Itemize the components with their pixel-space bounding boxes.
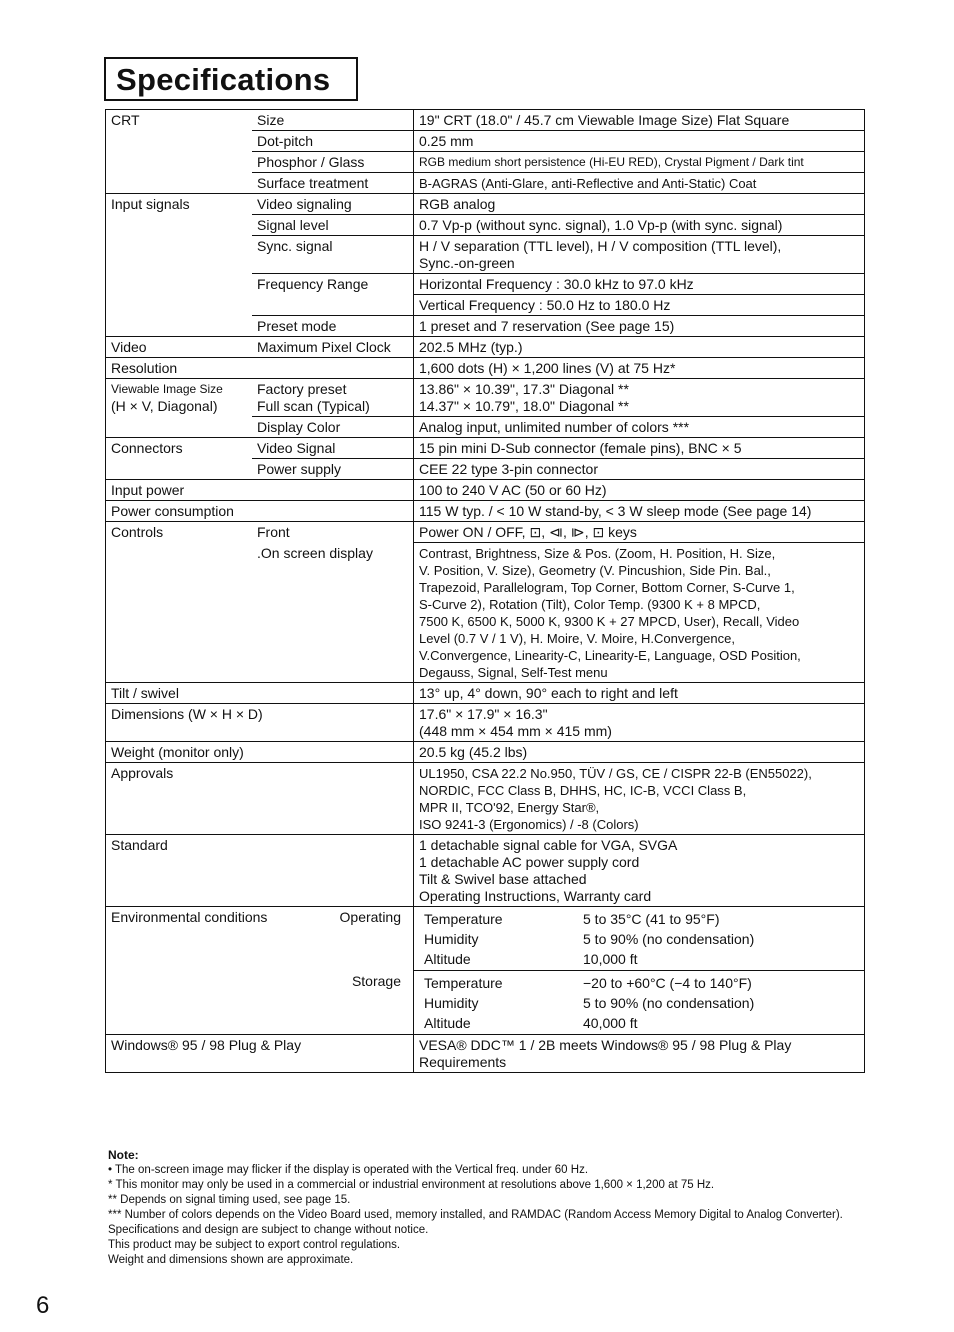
windows-line-1: VESA® DDC™ 1 / 2B meets Windows® 95 / 98 Plug & Play [419,1037,792,1053]
osd-line: 7500 K, 6500 K, 5000 K, 9300 K + 27 MPCD, User), Recall, Video [419,614,800,629]
value-cell: Horizontal Frequency : 30.0 kHz to 97.0 kHz [414,274,865,295]
category-cell: Weight (monitor only) [106,742,414,763]
table-row [106,704,865,742]
value-cell: 115 W typ. / < 10 W stand-by, < 3 W sleep mode (See page 14) [414,501,865,522]
table-row [106,971,865,1035]
note-item: Weight and dimensions shown are approximate. [108,1254,354,1266]
table-row [106,683,865,704]
table-row [106,316,865,337]
table-row [106,543,865,683]
table-row [106,379,865,417]
table-row [106,417,865,438]
approvals-line: MPR II, TCO'92, Energy Star®, [419,800,600,815]
note-item: *** Number of colors depends on the Video Board used, memory installed, and RAMDAC (Random Access Memory Digital to Analog Converter). [108,1209,843,1221]
table-row [106,501,865,522]
page-title: Specifications [116,62,331,97]
standard-line: 1 detachable signal cable for VGA, SVGA [419,837,678,853]
category-cell [106,379,253,417]
table-row [106,236,865,274]
category-line-1: Viewable Image Size [111,382,223,396]
value-cell [414,543,865,683]
item-cell: .On screen display [252,543,414,683]
osd-line: Contrast, Brightness, Size & Pos. (Zoom, H. Position, H. Size, [419,546,776,561]
dimensions-mm: (448 mm × 454 mm × 415 mm) [419,723,612,739]
factory-preset-label: Factory preset [257,381,347,397]
table-row [106,438,865,459]
table-row [106,295,865,316]
dimensions-inches: 17.6" × 17.9" × 16.3" [419,706,548,722]
storage-conditions: Temperature −20 to +60°C (−4 to 140°F) Humidity 5 to 90% (no condensation) Altitude 40,000 ft [424,975,755,1031]
item-cell: Front [257,524,290,540]
notes-section [108,1148,868,1268]
value-cell [414,379,865,417]
item-cell: Frequency Range [257,276,369,292]
table-row [106,337,865,358]
item-cell: Size [252,110,414,131]
environmental-label: Environmental conditions [111,909,268,925]
storage-label: Storage [351,972,401,989]
value-cell: B-AGRAS (Anti-Glare, anti-Reflective and Anti-Static) Coat [414,173,865,194]
approvals-line: NORDIC, FCC Class B, DHHS, HC, IC-B, VCCI Class B, [419,783,747,798]
item-cell: Phosphor / Glass [252,152,414,173]
note-item: This product may be subject to export control regulations. [108,1239,401,1251]
table-row [106,459,865,480]
category-cell: Approvals [106,763,414,835]
item-cell: Surface treatment [252,173,414,194]
category-cell: Connectors [106,438,253,459]
standard-line: Operating Instructions, Warranty card [419,888,652,904]
value-cell: 0.25 mm [414,131,865,152]
table-row [106,173,865,194]
windows-line-2: Requirements [419,1054,507,1070]
category-cell [106,971,414,1035]
value-cell: 19" CRT (18.0" / 45.7 cm Viewable Image Size) Flat Square [414,110,865,131]
value-cell: Vertical Frequency : 50.0 Hz to 180.0 Hz [414,295,865,316]
table-row [106,742,865,763]
approvals-line: ISO 9241-3 (Ergonomics) / -8 (Colors) [419,817,639,832]
operating-label: Operating [339,909,401,925]
table-row [106,480,865,501]
full-scan-value: 14.37" × 10.79", 18.0" Diagonal ** [419,398,629,414]
category-cell: Input power [106,480,253,501]
value-cell [414,971,865,1035]
table-row [106,194,865,215]
sync-line-2: Sync.-on-green [419,255,515,271]
value-cell: CEE 22 type 3-pin connector [414,459,865,480]
item-cell [252,379,414,417]
item-cell: Preset mode [252,316,414,337]
value-cell: Power ON / OFF, ⊡, ⧏, ⧐, ⊡ keys [414,522,865,543]
osd-line: Level (0.7 V / 1 V), H. Moire, V. Moire, H.Convergence, [419,631,735,646]
table-row [106,110,865,131]
category-cell: Standard [106,835,414,907]
standard-line: Tilt & Swivel base attached [419,871,587,887]
approvals-line: UL1950, CSA 22.2 No.950, TÜV / GS, CE / CISPR 22-B (EN55022), [419,766,812,781]
table-row [106,522,865,543]
item-cell: Sync. signal [252,236,414,274]
category-cell: Resolution [106,358,253,379]
category-cell [106,907,414,971]
value-cell: 100 to 240 V AC (50 or 60 Hz) [414,480,865,501]
note-item: ** Depends on signal timing used, see page 15. [108,1194,351,1206]
category-line-2: (H × V, Diagonal) [111,398,218,414]
osd-line: Trapezoid, Parallelogram, Top Corner, Bottom Corner, S-Curve 1, [419,580,795,595]
value-cell [414,704,865,742]
table-row [106,274,865,295]
value-cell [414,236,865,274]
category-cell: Input signals [106,194,253,215]
value-cell [414,1035,865,1073]
table-row [106,1035,865,1073]
category-cell: Tilt / swivel [106,683,414,704]
table-row [106,215,865,236]
page-number: 6 [36,1292,50,1319]
item-cell: Video Signal [252,438,414,459]
table-row [106,358,865,379]
item-cell: Power supply [252,459,414,480]
table-row [106,763,865,835]
osd-line: V. Position, V. Size), Geometry (V. Pincushion, Side Pin. Bal., [419,563,771,578]
item-cell: Signal level [252,215,414,236]
category-cell: CRT [106,110,253,131]
table-row [106,152,865,173]
item-cell: Dot-pitch [252,131,414,152]
item-cell: Video signaling [252,194,414,215]
standard-line: 1 detachable AC power supply cord [419,854,640,870]
table-row [106,835,865,907]
osd-line: S-Curve 2), Rotation (Tilt), Color Temp. (9300 K + 8 MPCD, [419,597,761,612]
note-item: • The on-screen image may flicker if the display is operated with the Vertical freq. under 60 Hz. [108,1164,589,1176]
value-cell: 20.5 kg (45.2 lbs) [414,742,865,763]
item-cell: Display Color [252,417,414,438]
value-cell: 1,600 dots (H) × 1,200 lines (V) at 75 Hz* [414,358,865,379]
title-box [104,57,358,101]
note-item: Specifications and design are subject to change without notice. [108,1224,429,1236]
value-cell: 13° up, 4° down, 90° each to right and left [414,683,865,704]
sync-line-1: H / V separation (TTL level), H / V composition (TTL level), [419,238,782,254]
value-cell: 202.5 MHz (typ.) [414,337,865,358]
value-cell: 0.7 Vp-p (without sync. signal), 1.0 Vp-p (with sync. signal) [414,215,865,236]
value-cell: RGB analog [414,194,865,215]
table-row [106,907,865,971]
full-scan-label: Full scan (Typical) [257,398,370,414]
category-cell: Controls [106,522,253,543]
value-cell [414,907,865,971]
category-cell: Dimensions (W × H × D) [106,704,414,742]
note-item: * This monitor may only be used in a commercial or industrial environment at resolutions above 1,600 × 1,200 at 75 Hz. [108,1179,715,1191]
category-cell: Power consumption [106,501,414,522]
category-cell: Windows® 95 / 98 Plug & Play [106,1035,414,1073]
value-cell [414,763,865,835]
value-cell: 15 pin mini D-Sub connector (female pins), BNC × 5 [414,438,865,459]
specifications-table [105,109,865,1073]
category-cell: Video [106,337,253,358]
item-cell: Maximum Pixel Clock [252,337,414,358]
value-cell [414,835,865,907]
value-cell: 1 preset and 7 reservation (See page 15) [414,316,865,337]
factory-preset-value: 13.86" × 10.39", 17.3" Diagonal ** [419,381,629,397]
osd-line: V.Convergence, Linearity-C, Linearity-E, Language, OSD Position, [419,648,801,663]
table-row [106,131,865,152]
osd-line: Degauss, Signal, Self-Test menu [419,665,608,680]
operating-conditions: Temperature 5 to 35°C (41 to 95°F) Humidity 5 to 90% (no condensation) Altitude 10,000 ft [424,911,755,967]
notes-heading: Note: [108,1148,139,1162]
value-cell: RGB medium short persistence (Hi-EU RED), Crystal Pigment / Dark tint [414,152,865,173]
value-cell: Analog input, unlimited number of colors *** [414,417,865,438]
